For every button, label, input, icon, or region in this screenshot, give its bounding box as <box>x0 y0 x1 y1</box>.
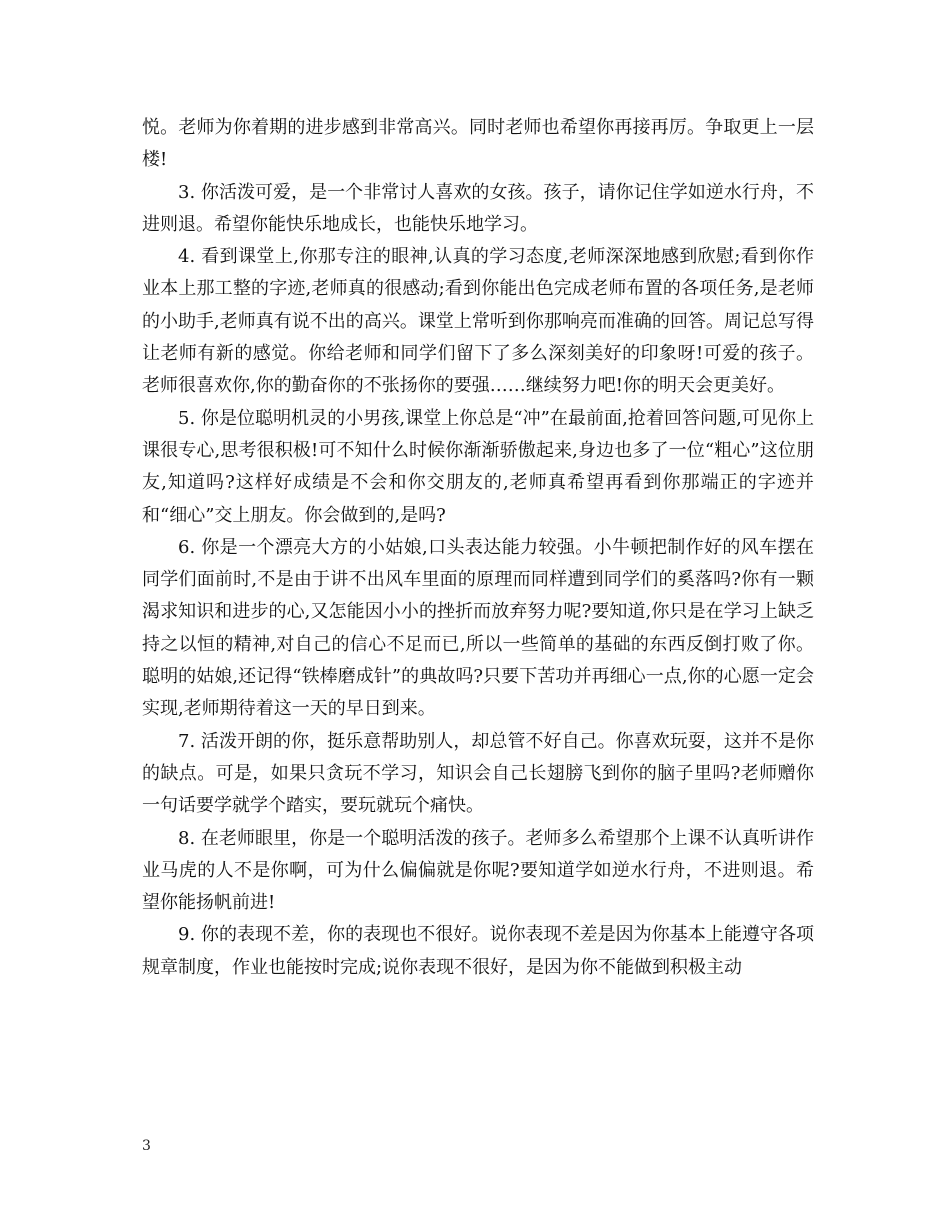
page-number: 3 <box>142 1138 151 1154</box>
paragraph-comment-4: 4. 看到课堂上,你那专注的眼神,认真的学习态度,老师深深地感到欣慰;看到你作业本上那工整的字迹,老师真的很感动;看到你能出色完成老师布置的各项任务,是老师的小助手,老师真有说不出的高兴。课堂上常听到你那响亮而准确的回答。周记总写得让老师有新的感觉。你给老师和同学们留下了多么深刻美好的印象呀!可爱的孩子。老师很喜欢你,你的勤奋你的不张扬你的要强……继续努力吧!你的明天会更美好。 <box>142 246 814 397</box>
body-text <box>142 112 814 984</box>
paragraph-continued: 悦。老师为你着期的进步感到非常高兴。同时老师也希望你再接再厉。争取更上一层楼! <box>142 117 814 171</box>
paragraph-comment-6: 6. 你是一个漂亮大方的小姑娘,口头表达能力较强。小牛顿把制作好的风车摆在同学们面前时,不是由于讲不出风车里面的原理而同样遭到同学们的奚落吗?你有一颗渴求知识和进步的心,又怎能因小小的挫折而放弃努力呢?要知道,你只是在学习上缺乏持之以恒的精神,对自己的信心不足而已,所以一些简单的基础的东西反倒打败了你。聪明的姑娘,还记得“铁棒磨成针”的典故吗?只要下苦功并再细心一点,你的心愿一定会实现,老师期待着这一天的早日到来。 <box>142 536 814 720</box>
paragraph-comment-7: 7. 活泼开朗的你，挺乐意帮助别人，却总管不好自己。你喜欢玩耍，这并不是你的缺点。可是，如果只贪玩不学习，知识会自己长翅膀飞到你的脑子里吗?老师赠你一句话要学就学个踏实，要玩就玩个痛快。 <box>142 730 814 817</box>
paragraph-comment-9: 9. 你的表现不差，你的表现也不很好。说你表现不差是因为你基本上能遵守各项规章制度，作业也能按时完成;说你表现不很好，是因为你不能做到积极主动 <box>142 924 814 978</box>
paragraph-comment-3: 3. 你活泼可爱，是一个非常讨人喜欢的女孩。孩子，请你记住学如逆水行舟，不进则退。希望你能快乐地成长，也能快乐地学习。 <box>142 181 814 235</box>
paragraph-comment-8: 8. 在老师眼里，你是一个聪明活泼的孩子。老师多么希望那个上课不认真听讲作业马虎的人不是你啊，可为什么偏偏就是你呢?要知道学如逆水行舟，不进则退。希望你能扬帆前进! <box>142 827 814 914</box>
paragraph-comment-5: 5. 你是位聪明机灵的小男孩,课堂上你总是“冲”在最前面,抢着回答问题,可见你上课很专心,思考很积极!可不知什么时候你渐渐骄傲起来,身边也多了一位“粗心”这位朋友,知道吗?这样好成绩是不会和你交朋友的,老师真希望再看到你那端正的字迹并和“细心”交上朋友。你会做到的,是吗? <box>142 407 814 526</box>
